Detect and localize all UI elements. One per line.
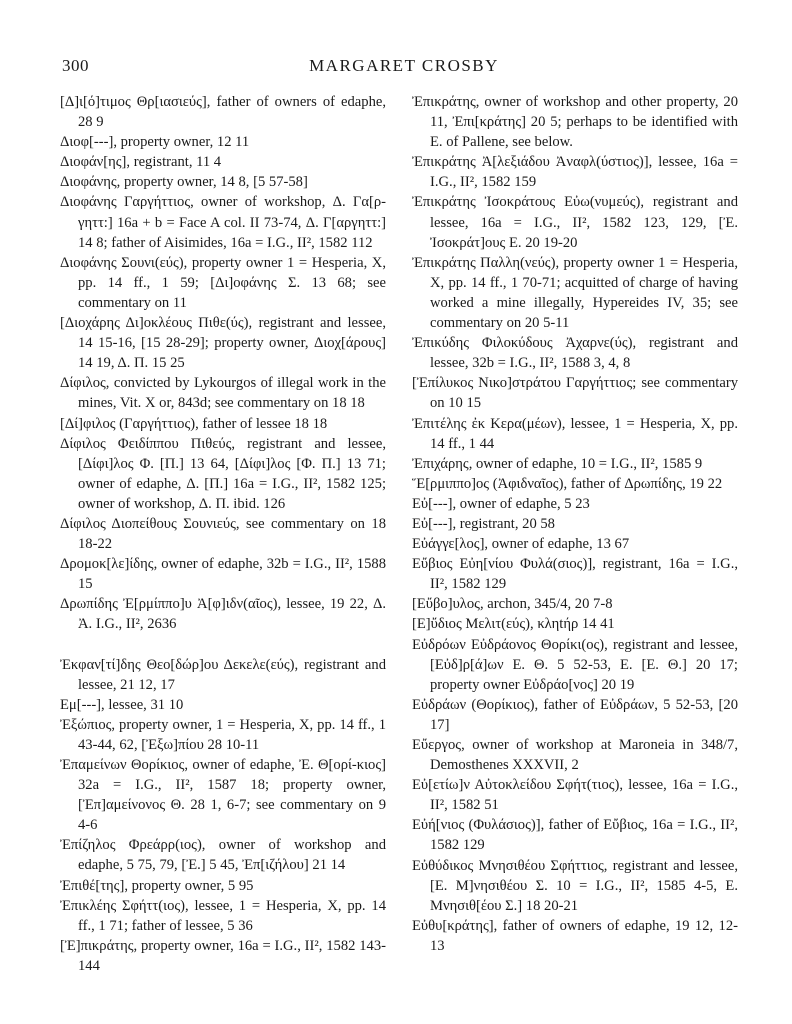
index-entry: Δίφιλος Διοπείθους Σουνιεύς, see commentary on 18 18-22 [60,515,386,553]
index-entry: Ἐξώπιος, property owner, 1 = Hesperia, X, pp. 14 ff., 1 43-44, 62, [Ἐξω]πίου 28 10-11 [60,716,386,753]
index-entry: [Δ]ι[ό]τιμος Θρ[ιασιεύς], father of owners of edaphe, 28 9 [60,94,386,131]
index-entry: Ἐπικράτης Παλλη(νεύς), property owner 1 = Hesperia, X, pp. 14 ff., 1 70-71; acquitted of charge of having worked a mine illegally, Hypereides IV, 35; see commentary on 20 5-11 [412,254,738,332]
index-entry: Διοφάνης Σουνι(εύς), property owner 1 = Hesperia, X, pp. 14 ff., 1 59; [Δι]οφάνης Σ. 13 68; see commentary on 11 [60,254,386,311]
index-entry: Εὐ[ετίω]ν Αὐτοκλείδου Σφήτ(τιος), lessee, 16a = I.G., II², 1582 51 [412,777,738,814]
left-column [60,92,386,976]
index-entry: Δρωπίδης Ἐ[ρμίππο]υ Ἀ[φ]ιδν(αῖος), lessee, 19 22, Δ. Ἀ. I.G., II², 2636 [60,596,386,633]
page-header [62,56,746,82]
index-entry: Ἐπικράτης Ἰσοκράτους Εὐω(νυμεύς), registrant and lessee, 16a = I.G., II², 1582 123, 129, [Ἐ. Ἰσοκράτ]ους Ε. 20 19-20 [412,194,738,251]
index-entry: Ἐπιθέ[της], property owner, 5 95 [60,877,254,894]
index-entry: Διοφάνης, property owner, 14 8, [5 57-58] [60,174,308,191]
index-entry: Εμ[---], lessee, 31 10 [60,696,184,713]
index-entry: Ἐπικύδης Φιλοκύδους Ἀχαρνε(ύς), registrant and lessee, 32b = I.G., II², 1588 3, 4, 8 [412,335,738,372]
index-entry: Διοφάνης Γαργήττιος, owner of workshop, Δ. Γα[ρ-γηττ:] 16a + b = Face A col. II 73-74, Δ. Γ[αργηττ:] 14 8; father of Aisimides, 16a = I.G., II², 1582 112 [60,194,386,251]
index-entry: Εὐδράων (Θορίκιος), father of Εὐδράων, 5 52-53, [20 17] [412,696,738,733]
index-entry: Δρομοκ[λε]ίδης, owner of edaphe, 32b = I.G., II², 1588 15 [60,556,386,593]
index-entry: Ἐκφαν[τί]δης Θεο[δώρ]ου Δεκελε(εύς), registrant and lessee, 21 12, 17 [60,656,386,693]
index-entry: [Δί]φιλος (Γαργήττιος), father of lessee 18 18 [60,415,328,432]
index-entry: [Ἐ]πικράτης, property owner, 16a = I.G., II², 1582 143-144 [60,937,386,974]
index-entry: Εὐ[---], owner of edaphe, 5 23 [412,495,590,512]
index-entry: [Διοχάρης Δι]οκλέους Πιθε(ύς), registrant and lessee, 14 15-16, [15 28-29]; property owner, Διοχ[άρους] 14 19, Δ. Π. 15 25 [60,315,386,372]
index-entry: Εὐάγγε[λος], owner of edaphe, 13 67 [412,536,630,553]
index-entry: Ἐπικράτης, owner of workshop and other property, 20 11, Ἐπι[κράτης] 20 5; perhaps to be identified with E. of Pallene, see below. [412,94,738,151]
index-entry: Εὐ[---], registrant, 20 58 [412,515,555,532]
index-entry: Δίφιλος, convicted by Lykourgos of illegal work in the mines, Vit. X or, 843d; see commentary on 18 18 [60,375,386,412]
index-entry: [Εὔβο]υλος, archon, 345/4, 20 7-8 [412,596,613,613]
index-entry: Ἐπιχάρης, owner of edaphe, 10 = I.G., II², 1585 9 [412,455,703,472]
index-entry: Ἐπαμείνων Θορίκιος, owner of edaphe, Ἐ. Θ[ορί-κιος] 32a = I.G., II², 1587 18; property owner, [Ἐπ]αμείνονος Θ. 28 1, 6-7; see commentary on 9 4-6 [60,757,386,834]
index-entry: Ἐπιτέλης ἐκ Κερα(μέων), lessee, 1 = Hesperia, X, pp. 14 ff., 1 44 [412,415,738,452]
index-entry: Εὔβιος Εὐη[νίου Φυλά(σιος)], registrant, 16a = I.G., II², 1582 129 [412,556,738,593]
index-entry: Διοφάν[ης], registrant, 11 4 [60,154,222,171]
index-entry: Ἐπικλέης Σφήττ(ιος), lessee, 1 = Hesperia, X, pp. 14 ff., 1 71; father of lessee, 5 36 [60,897,386,934]
index-entry: [Ε]ὔδιος Μελιτ(εύς), κληtήρ 14 41 [412,616,615,633]
index-entry: Εὐδρόων Εὐδράονος Θορίκι(ος), registrant and lessee, [Εὐδ]ρ[ά]ων Ε. Θ. 5 52-53, Ε. [Ε. Θ.] 20 17; property owner Εὐδράο[νος] 20 19 [412,636,738,693]
index-entry: [Ἐπίλυκος Νικο]στράτου Γαργήττιος; see commentary on 10 15 [412,375,738,412]
right-column [412,92,738,956]
index-entry: Ἕ[ρμιππο]ος (Ἀφιδναῖος), father of Δρωπίδης, 19 22 [412,475,723,492]
index-entry: Διοφ[---], property owner, 12 11 [60,134,250,151]
page-number: 300 [62,56,89,75]
index-entry: Δίφιλος Φειδίππου Πιθεύς, registrant and lessee, [Δίφι]λος Φ. [Π.] 13 64, [Δίφι]λος [Φ. Π.] 13 71; owner of edaphe, Δ. [Π.] 16a = I.G., II², 1582 125; owner of workshop, Δ. Π. ibid. 126 [60,435,386,512]
index-entry: Εὐθύδικος Μνησιθέου Σφήττιος, registrant and lessee, [Ε. Μ]νησιθέου Σ. 10 = I.G., II², 1585 4-5, Ε. Μνησιθ[έου Σ.] 18 20-21 [412,857,738,914]
running-head: MARGARET CROSBY [309,56,499,75]
index-entry: Ἐπίζηλος Φρεάρρ(ιος), owner of workshop and edaphe, 5 75, 79, [Ἐ.] 5 45, Ἐπ[ιζήλου] 21 14 [60,837,386,874]
index-entry: Ἐπικράτης Ἀ[λεξιάδου Ἀναφλ(ύστιος)], lessee, 16a = I.G., II², 1582 159 [412,154,738,191]
index-entry: Εὐθυ[κράτης], father of owners of edaphe, 19 12, 12-13 [412,917,738,954]
entry-gap [60,635,386,655]
index-entry: Εὐή[νιος (Φυλάσιος)], father of Εὔβιος, 16a = I.G., II², 1582 129 [412,817,738,854]
index-entry: Εὔεργος, owner of workshop at Maroneia in 348/7, Demosthenes XXXVII, 2 [412,737,738,774]
